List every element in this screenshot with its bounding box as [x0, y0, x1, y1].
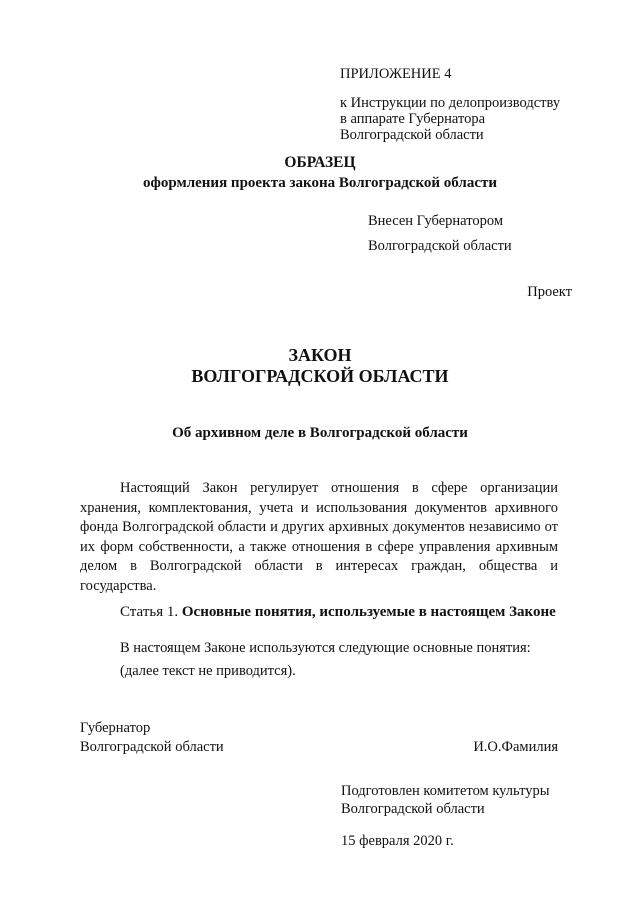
signatory-position-line-1: Губернатор	[80, 720, 151, 736]
appendix-title: ПРИЛОЖЕНИЕ 4	[340, 66, 452, 82]
prepared-date: 15 февраля 2020 г.	[341, 833, 454, 849]
appendix-line-3: Волгоградской области	[340, 127, 484, 143]
appendix-line-2: в аппарате Губернатора	[340, 111, 486, 127]
submitted-by-line-1: Внесен Губернатором	[368, 213, 504, 229]
article-label: Статья 1.	[120, 604, 179, 620]
submitted-by-line-2: Волгоградской области	[368, 238, 512, 254]
article-text-2: (далее текст не приводится).	[120, 663, 296, 679]
prepared-by-line-1: Подготовлен комитетом культуры	[341, 783, 550, 799]
signatory-name: И.О.Фамилия	[473, 739, 558, 755]
article-text-1: В настоящем Законе используются следующие основные понятия:	[120, 640, 531, 656]
appendix-block	[340, 66, 560, 143]
article-heading	[120, 604, 556, 621]
sample-title: ОБРАЗЕЦ	[284, 154, 356, 171]
law-title-line-2: ВОЛГОГРАДСКОЙ ОБЛАСТИ	[191, 366, 449, 386]
article-title: Основные понятия, используемые в настоящем Законе	[181, 604, 556, 620]
sample-subtitle: оформления проекта закона Волгоградской области	[143, 175, 497, 191]
preamble-paragraph: Настоящий Закон регулирует отношения в сфере организации хранения, комплектования, учета и использования документов архивного фонда Волгоградской области и других архивных документов независимо от их форм собственности, а также отношения в сфере управления архивным делом в Волгоградской области в интересах граждан, общества и государства.	[80, 480, 558, 594]
signatory-position-line-2: Волгоградской области	[80, 739, 224, 755]
law-subject: Об архивном деле в Волгоградской области	[172, 425, 468, 441]
appendix-line-1: к Инструкции по делопроизводству	[340, 95, 561, 111]
law-title-line-1: ЗАКОН	[288, 345, 352, 365]
project-label: Проект	[527, 284, 572, 300]
prepared-by-line-2: Волгоградской области	[341, 801, 485, 817]
